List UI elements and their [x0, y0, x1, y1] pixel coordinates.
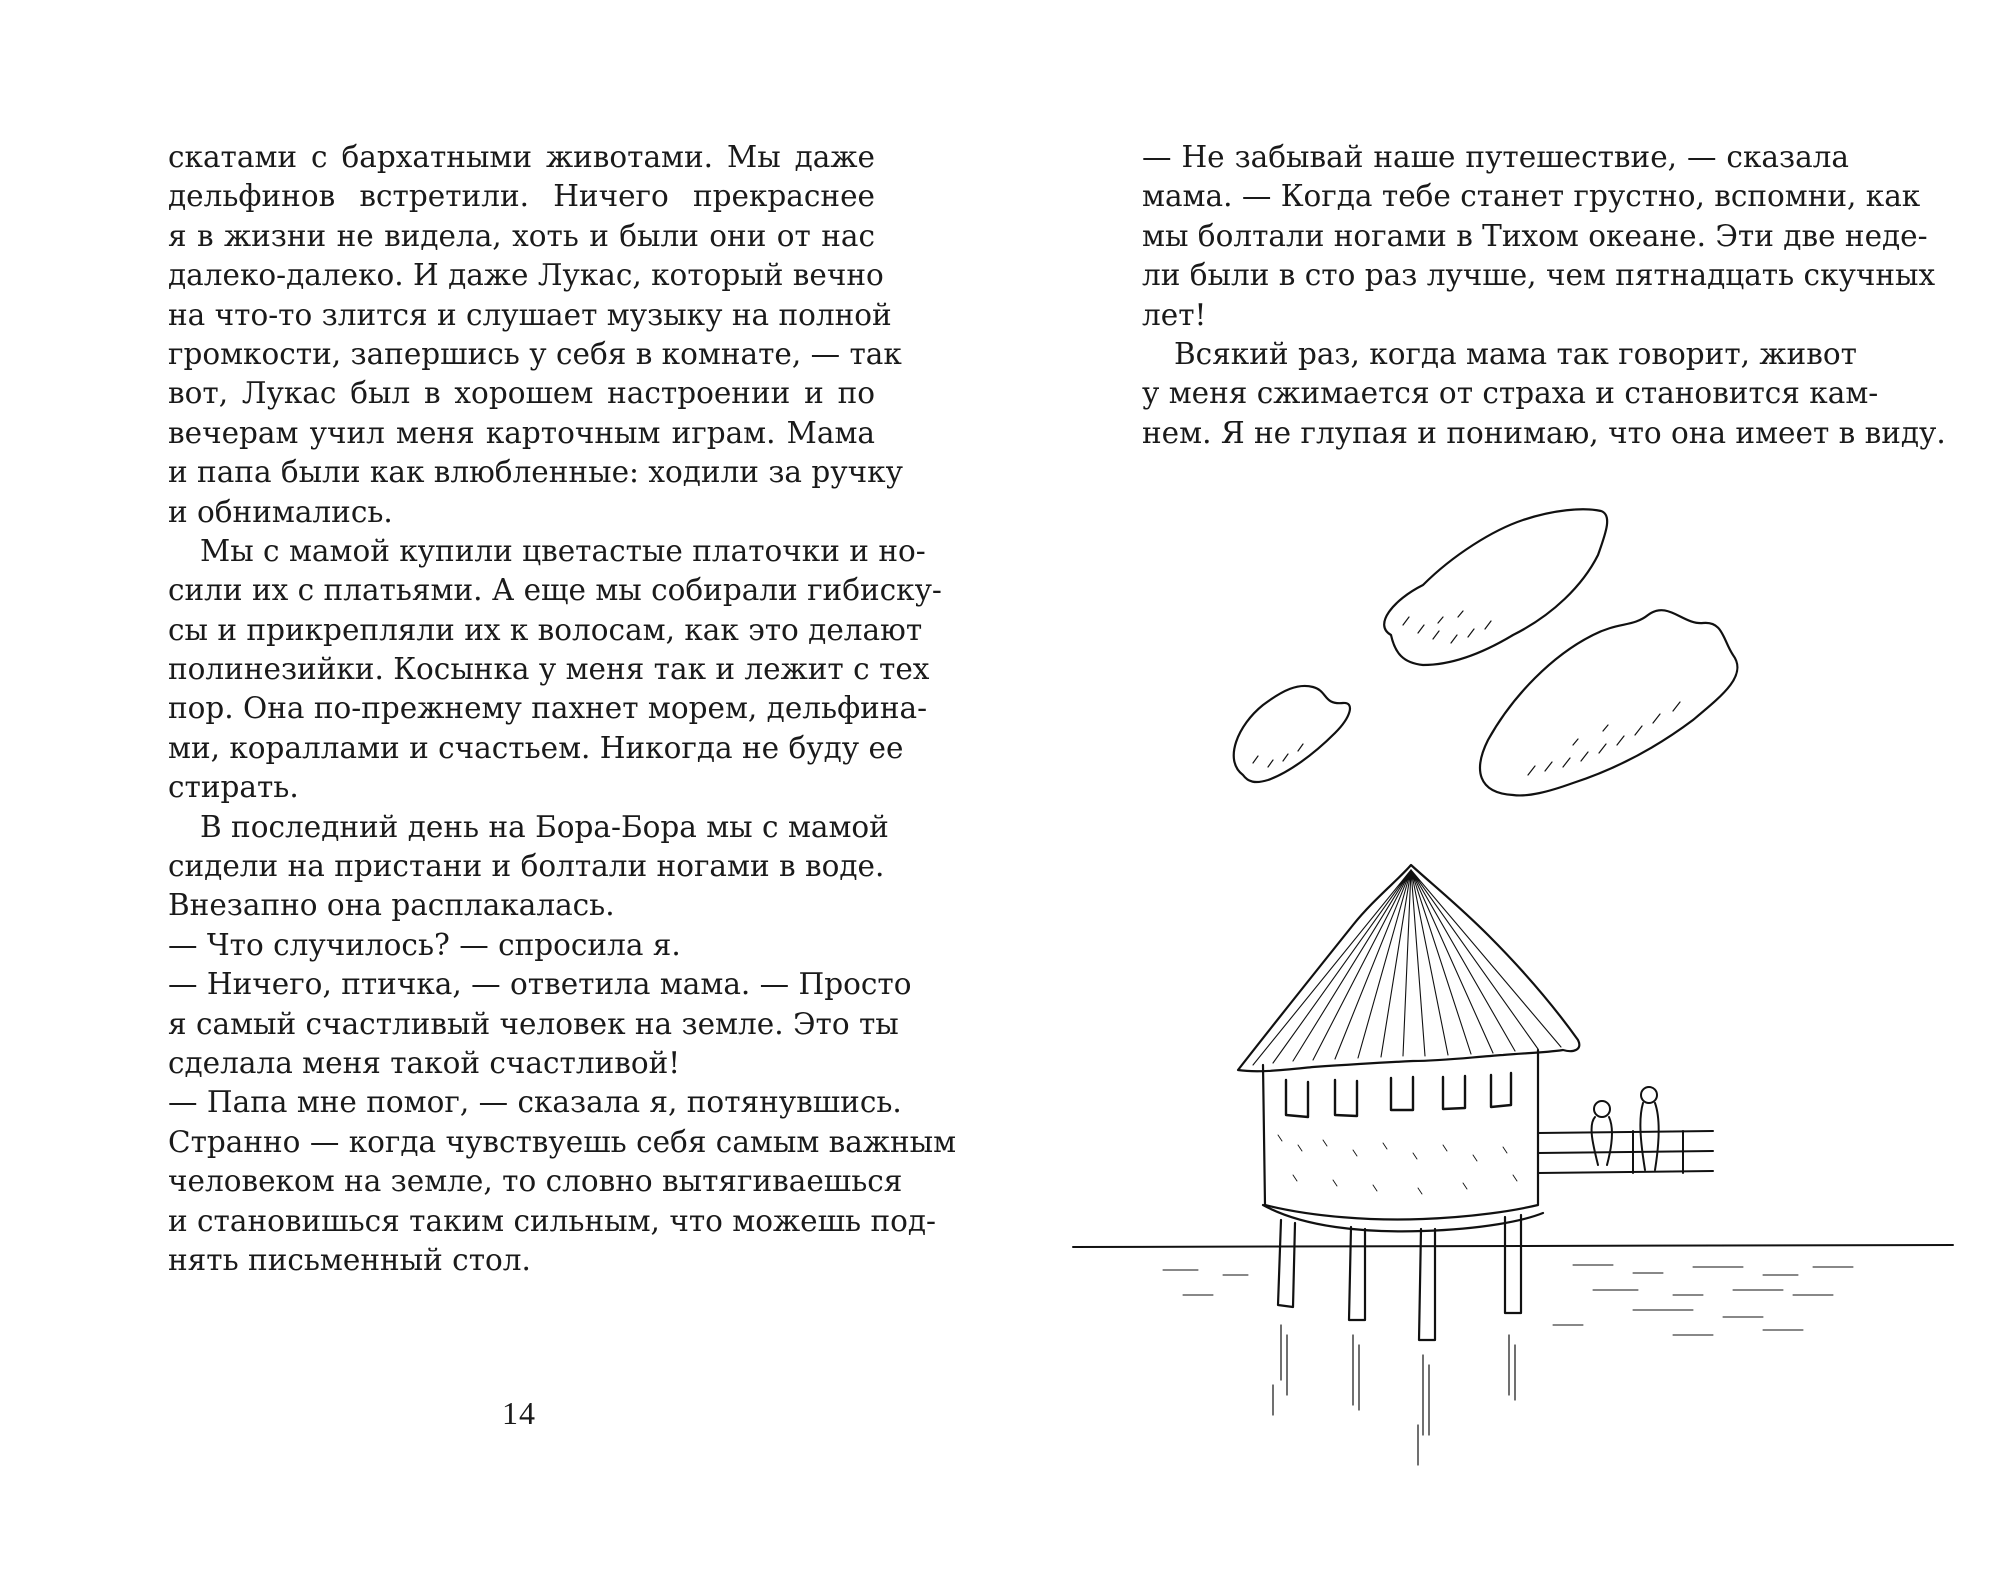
text-line: на что-то злится и слушает музыку на полной: [168, 297, 892, 332]
text-line: громкости, запершись у себя в комнате, — так: [168, 336, 902, 371]
dialogue-line: — Ничего, птичка, — ответила мама. — Просто: [168, 967, 912, 1002]
paragraph: [168, 138, 903, 532]
text-line: ми, кораллами и счастьем. Никогда не буду ее: [168, 730, 904, 765]
reflections: [1273, 1325, 1515, 1465]
text-line: стирать.: [168, 770, 299, 805]
text-line: я самый счастливый человек на земле. Это ты: [168, 1006, 899, 1041]
water-texture: [1163, 1265, 1853, 1335]
text-line: у меня сжимается от страха и становится кам-: [1142, 376, 1879, 411]
text-line: и обнимались.: [168, 494, 393, 529]
page-number: 14: [502, 1395, 536, 1431]
hut-stilts: [1278, 1215, 1521, 1340]
text-line: полинезийки. Косынка у меня так и лежит с тех: [168, 652, 930, 687]
text-line: и становишься таким сильным, что можешь под-: [168, 1203, 936, 1238]
dialogue-line: — Не забывай наше путешествие, — сказала: [1142, 140, 1849, 174]
cloud-large-right: [1480, 610, 1737, 795]
text-line: сили их с платьями. А еще мы собирали гибиску-: [168, 573, 942, 608]
text-line: Всякий раз, когда мама так говорит, живот: [1174, 336, 1857, 371]
left-text-column: [168, 138, 957, 1280]
text-line: нять письменный стол.: [168, 1242, 531, 1277]
text-line: далеко-далеко. И даже Лукас, который вечно: [168, 258, 884, 293]
text-line: Мы с мамой купили цветастые платочки и но-: [200, 533, 926, 568]
hut-walls: [1263, 1050, 1538, 1219]
paragraph: [1142, 138, 1936, 335]
hut-on-stilts-illustration: [1073, 505, 1953, 1475]
right-text-column: [1142, 138, 1946, 453]
text-line: Внезапно она расплакалась.: [168, 888, 615, 923]
text-line: В последний день на Бора-Бора мы с мамой: [200, 809, 889, 844]
text-line: и папа были как влюбленные: ходили за ручку: [168, 455, 903, 490]
text-line: лет!: [1142, 297, 1207, 332]
text-line: мы болтали ногами в Тихом океане. Эти две неде-: [1142, 218, 1928, 253]
horizon-line: [1073, 1245, 1953, 1247]
dock: [1538, 1131, 1713, 1173]
text-line: вечерам учил меня карточным играм. Мама: [168, 415, 875, 450]
paragraph: [168, 808, 957, 1281]
text-line: вот, Лукас был в хорошем настроении и по: [168, 376, 875, 411]
dialogue-line: — Папа мне помог, — сказала я, потянувшись.: [168, 1085, 902, 1120]
text-line: ли были в сто раз лучше, чем пятнадцать скучных: [1142, 258, 1936, 293]
text-line: дельфинов встретили. Ничего прекраснее: [168, 179, 875, 214]
text-line: сы и прикрепляли их к волосам, как это делают: [168, 612, 923, 647]
dialogue-line: — Что случилось? — спросила я.: [168, 927, 681, 962]
text-line: человеком на земле, то словно вытягиваешься: [168, 1164, 903, 1199]
cloud-small-left: [1234, 686, 1350, 782]
paragraph: [168, 532, 942, 808]
cloud-large-top: [1384, 509, 1607, 665]
text-line: мама. — Когда тебе станет грустно, вспомни, как: [1142, 179, 1921, 214]
roof-thatch-lines: [1253, 870, 1561, 1065]
figures: [1592, 1087, 1659, 1170]
text-line: сделала меня такой счастливой!: [168, 1045, 681, 1080]
hut-base: [1263, 1205, 1543, 1231]
paragraph: [1142, 335, 1946, 453]
hut-windows: [1286, 1073, 1511, 1117]
text-line: я в жизни не видела, хоть и были они от нас: [168, 218, 875, 253]
wall-texture: [1278, 1135, 1517, 1194]
text-line: пор. Она по-прежнему пахнет морем, дельфина-: [168, 691, 928, 726]
right-page: [1000, 0, 2000, 1587]
text-line: нем. Я не глупая и понимаю, что она имеет в виду.: [1142, 415, 1946, 450]
text-line: Странно — когда чувствуешь себя самым важным: [168, 1124, 957, 1159]
text-line: скатами с бархатными животами. Мы даже: [168, 140, 875, 174]
text-line: сидели на пристани и болтали ногами в воде.: [168, 849, 885, 884]
